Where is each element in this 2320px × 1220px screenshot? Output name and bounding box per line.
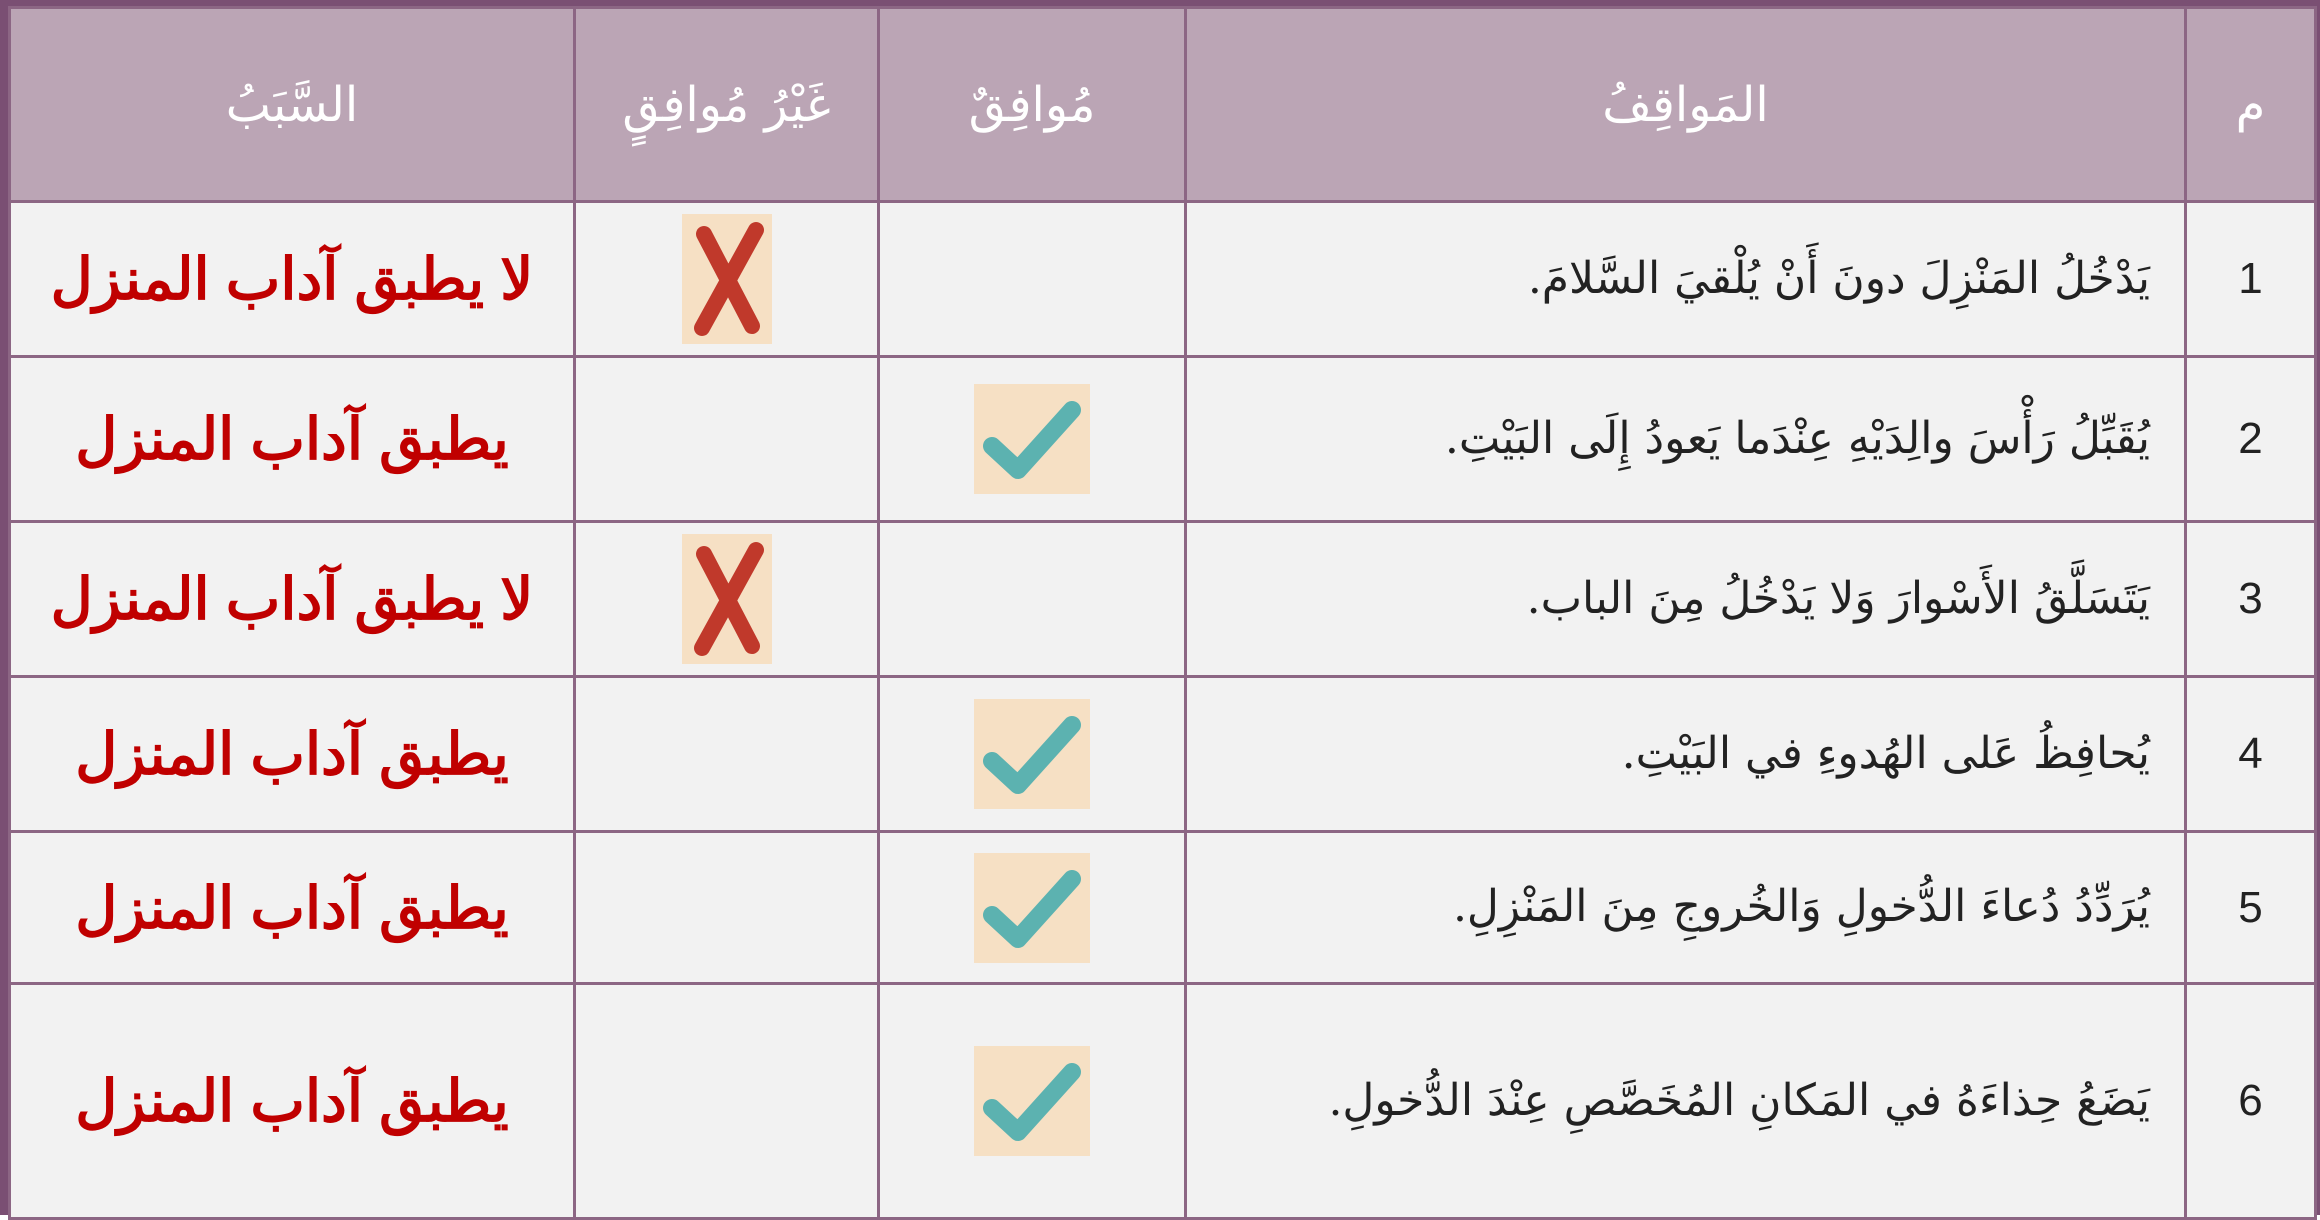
reason-cell: يطبق آداب المنزل — [10, 357, 575, 522]
situation-cell: يُرَدِّدُ دُعاءَ الدُّخولِ وَالخُروجِ مِنَ المَنْزِلِ. — [1186, 832, 2186, 984]
row-number: 6 — [2186, 984, 2316, 1219]
situation-cell: يُحافِظُ عَلى الهُدوءِ في البَيْتِ. — [1186, 677, 2186, 832]
row-number: 5 — [2186, 832, 2316, 984]
table-row — [10, 984, 2316, 1219]
row-number: 2 — [2186, 357, 2316, 522]
disagree-cell — [575, 202, 879, 357]
disagree-cell — [575, 522, 879, 677]
header-reason: السَّبَبُ — [10, 8, 575, 202]
situation-cell: يَدْخُلُ المَنْزِلَ دونَ أَنْ يُلْقيَ السَّلامَ. — [1186, 202, 2186, 357]
reason-cell: يطبق آداب المنزل — [10, 832, 575, 984]
header-disagree: غَيْرُ مُوافِقٍ — [575, 8, 879, 202]
disagree-cell — [575, 832, 879, 984]
reason-cell: يطبق آداب المنزل — [10, 984, 575, 1219]
situation-cell: يَضَعُ حِذاءَهُ في المَكانِ المُخَصَّصِ عِنْدَ الدُّخولِ. — [1186, 984, 2186, 1219]
table-row — [10, 357, 2316, 522]
manners-table — [8, 6, 2317, 1220]
reason-cell: لا يطبق آداب المنزل — [10, 202, 575, 357]
header-number: م — [2186, 8, 2316, 202]
agree-cell — [879, 984, 1186, 1219]
agree-cell — [879, 522, 1186, 677]
header-situation: المَواقِفُ — [1186, 8, 2186, 202]
table-row — [10, 677, 2316, 832]
check-icon — [974, 384, 1090, 494]
cross-icon — [682, 214, 772, 344]
disagree-cell — [575, 984, 879, 1219]
row-number: 4 — [2186, 677, 2316, 832]
row-number: 3 — [2186, 522, 2316, 677]
reason-cell: لا يطبق آداب المنزل — [10, 522, 575, 677]
header-row — [10, 8, 2316, 202]
disagree-cell — [575, 357, 879, 522]
check-icon — [974, 699, 1090, 809]
agree-cell — [879, 357, 1186, 522]
table-row — [10, 522, 2316, 677]
agree-cell — [879, 202, 1186, 357]
table-row — [10, 202, 2316, 357]
cross-icon — [682, 534, 772, 664]
table-row — [10, 832, 2316, 984]
check-icon — [974, 1046, 1090, 1156]
agree-cell — [879, 832, 1186, 984]
agree-cell — [879, 677, 1186, 832]
header-agree: مُوافِقٌ — [879, 8, 1186, 202]
disagree-cell — [575, 677, 879, 832]
reason-cell: يطبق آداب المنزل — [10, 677, 575, 832]
situation-cell: يُقَبِّلُ رَأْسَ والِدَيْهِ عِنْدَما يَعودُ إِلَى البَيْتِ. — [1186, 357, 2186, 522]
check-icon — [974, 853, 1090, 963]
situation-cell: يَتَسَلَّقُ الأَسْوارَ وَلا يَدْخُلُ مِنَ الباب. — [1186, 522, 2186, 677]
row-number: 1 — [2186, 202, 2316, 357]
